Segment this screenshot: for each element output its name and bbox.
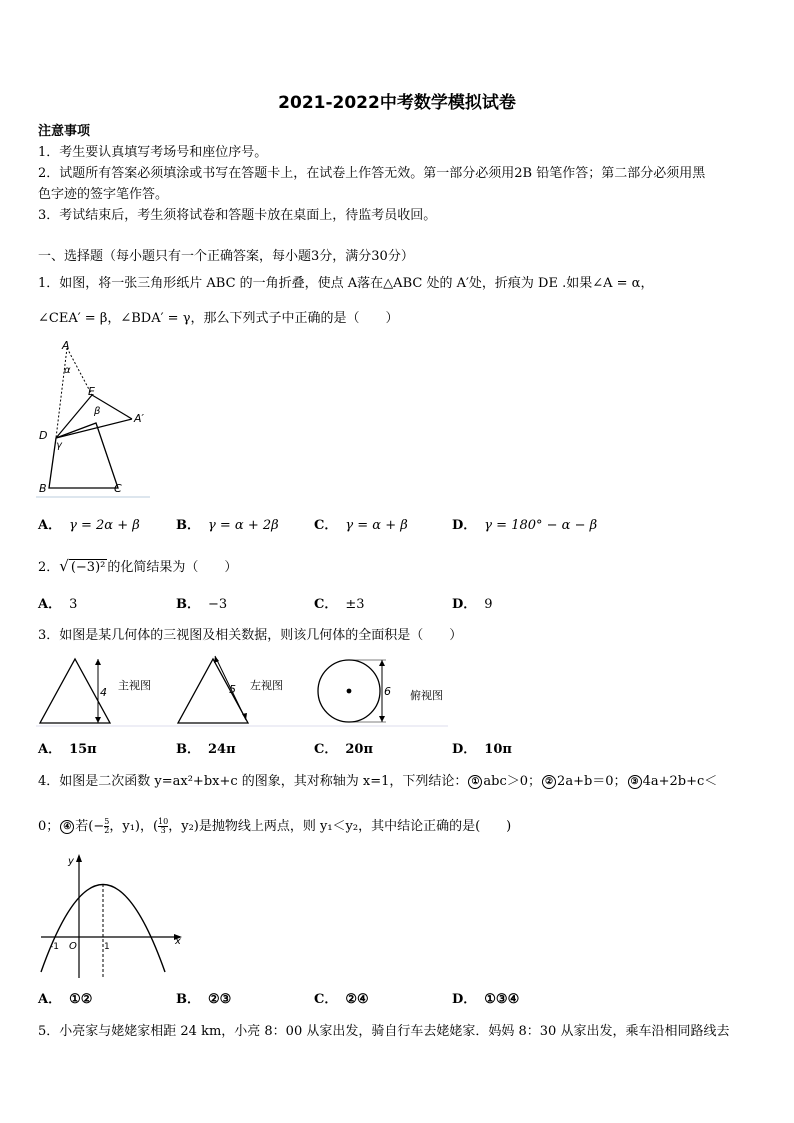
q4-stem-line2: 0； ④ 若(− $\frac{5}{2}$ ，y₁)，( $\frac{10}{3}$ ，y₂)是抛物线上两点，则 y₁＜y₂，其中结论正确的是( ) bbox=[38, 817, 512, 835]
q4-option-b[interactable]: B． ②③ bbox=[176, 992, 232, 1007]
top-view-label: 俯视图 bbox=[410, 689, 443, 702]
axis-y-label: y bbox=[68, 856, 74, 867]
q3-option-c[interactable]: C． 20π bbox=[314, 742, 373, 757]
q5-stem-line1: 5．小亮家与姥姥家相距 24 km，小亮 8：00 从家出发，骑自行车去姥姥家．妈妈 8：30 从家出发，乘车沿相同路线去 bbox=[38, 1024, 730, 1039]
q1-stem-line1: 1．如图，将一张三角形纸片 ABC 的一角折叠，使点 A落在△ABC 处的 A′处，折痕为 DE .如果∠A = α， bbox=[38, 276, 654, 291]
q4-parabola-graph bbox=[36, 852, 186, 982]
label-E: E bbox=[88, 385, 95, 398]
top-view-dim: 6 bbox=[384, 685, 391, 698]
q4-option-a[interactable]: A． ①② bbox=[38, 992, 93, 1007]
q3-three-views-figure bbox=[36, 652, 448, 728]
q1-option-b[interactable]: B． γ = α + 2β bbox=[176, 518, 279, 533]
label-B: B bbox=[39, 482, 47, 495]
q4-stem-line1: 4．如图是二次函数 y=ax²+bx+c 的图象，其对称轴为 x=1，下列结论： ① abc＞0； ② 2a+b＝0； ③ 4a+2b+c＜ bbox=[38, 774, 718, 789]
label-A: A bbox=[62, 339, 70, 352]
label-C: C bbox=[114, 482, 122, 495]
q1-triangle-figure bbox=[36, 338, 160, 500]
label-A-prime: A′ bbox=[134, 412, 145, 425]
front-view-dim: 4 bbox=[100, 686, 107, 699]
label-gamma: γ bbox=[56, 440, 62, 451]
notice-heading: 注意事项 bbox=[38, 124, 91, 139]
label-beta: β bbox=[94, 406, 101, 417]
q2-radical: (−3)² bbox=[70, 560, 106, 575]
q3-option-b[interactable]: B． 24π bbox=[176, 742, 236, 757]
notice-item: 1．考生要认真填写考场号和座位序号。 bbox=[38, 145, 268, 160]
q2-option-a[interactable]: A． 3 bbox=[38, 597, 78, 612]
q2-option-c[interactable]: C． ±3 bbox=[314, 597, 365, 612]
q1-option-d[interactable]: D． γ = 180° − α − β bbox=[452, 518, 598, 533]
left-view-label: 左视图 bbox=[250, 679, 283, 692]
q4-option-d[interactable]: D． ①③④ bbox=[452, 992, 520, 1007]
q3-option-a[interactable]: A． 15π bbox=[38, 742, 97, 757]
q1-stem-line2: ∠CEA′ = β，∠BDA′ = γ，那么下列式子中正确的是（ ） bbox=[38, 311, 399, 326]
q3-stem: 3．如图是某几何体的三视图及相关数据，则该几何体的全面积是（ ） bbox=[38, 628, 463, 643]
origin-label: O bbox=[69, 941, 77, 952]
page-title: 2021-2022中考数学模拟试卷 bbox=[278, 93, 516, 113]
notice-item: 色字迹的签字笔作答。 bbox=[38, 187, 169, 202]
tick-neg1-label: -1 bbox=[50, 942, 59, 952]
q1-option-a[interactable]: A． γ = 2α + β bbox=[38, 518, 140, 533]
label-alpha: α bbox=[64, 365, 71, 376]
section-heading: 一、选择题（每小题只有一个正确答案，每小题3分，满分30分） bbox=[38, 249, 414, 264]
notice-item: 3．考试结束后，考生须将试卷和答题卡放在桌面上，待监考员收回。 bbox=[38, 208, 437, 223]
q3-option-d[interactable]: D． 10π bbox=[452, 742, 512, 757]
label-D: D bbox=[39, 429, 48, 442]
left-view-dim: 5 bbox=[229, 683, 236, 696]
axis-x-label: x bbox=[175, 936, 181, 947]
q2-option-b[interactable]: B． −3 bbox=[176, 597, 228, 612]
q2-stem: 2．√ (−3)² 的化简结果为（ ） bbox=[38, 557, 238, 575]
tick-1-label: 1 bbox=[104, 942, 110, 952]
front-view-label: 主视图 bbox=[118, 679, 151, 692]
q4-option-c[interactable]: C． ②④ bbox=[314, 992, 369, 1007]
q1-option-c[interactable]: C． γ = α + β bbox=[314, 518, 408, 533]
notice-item: 2．试题所有答案必须填涂或书写在答题卡上，在试卷上作答无效。第一部分必须用2B 铅笔作答；第二部分必须用黑 bbox=[38, 166, 706, 181]
q2-option-d[interactable]: D． 9 bbox=[452, 597, 493, 612]
